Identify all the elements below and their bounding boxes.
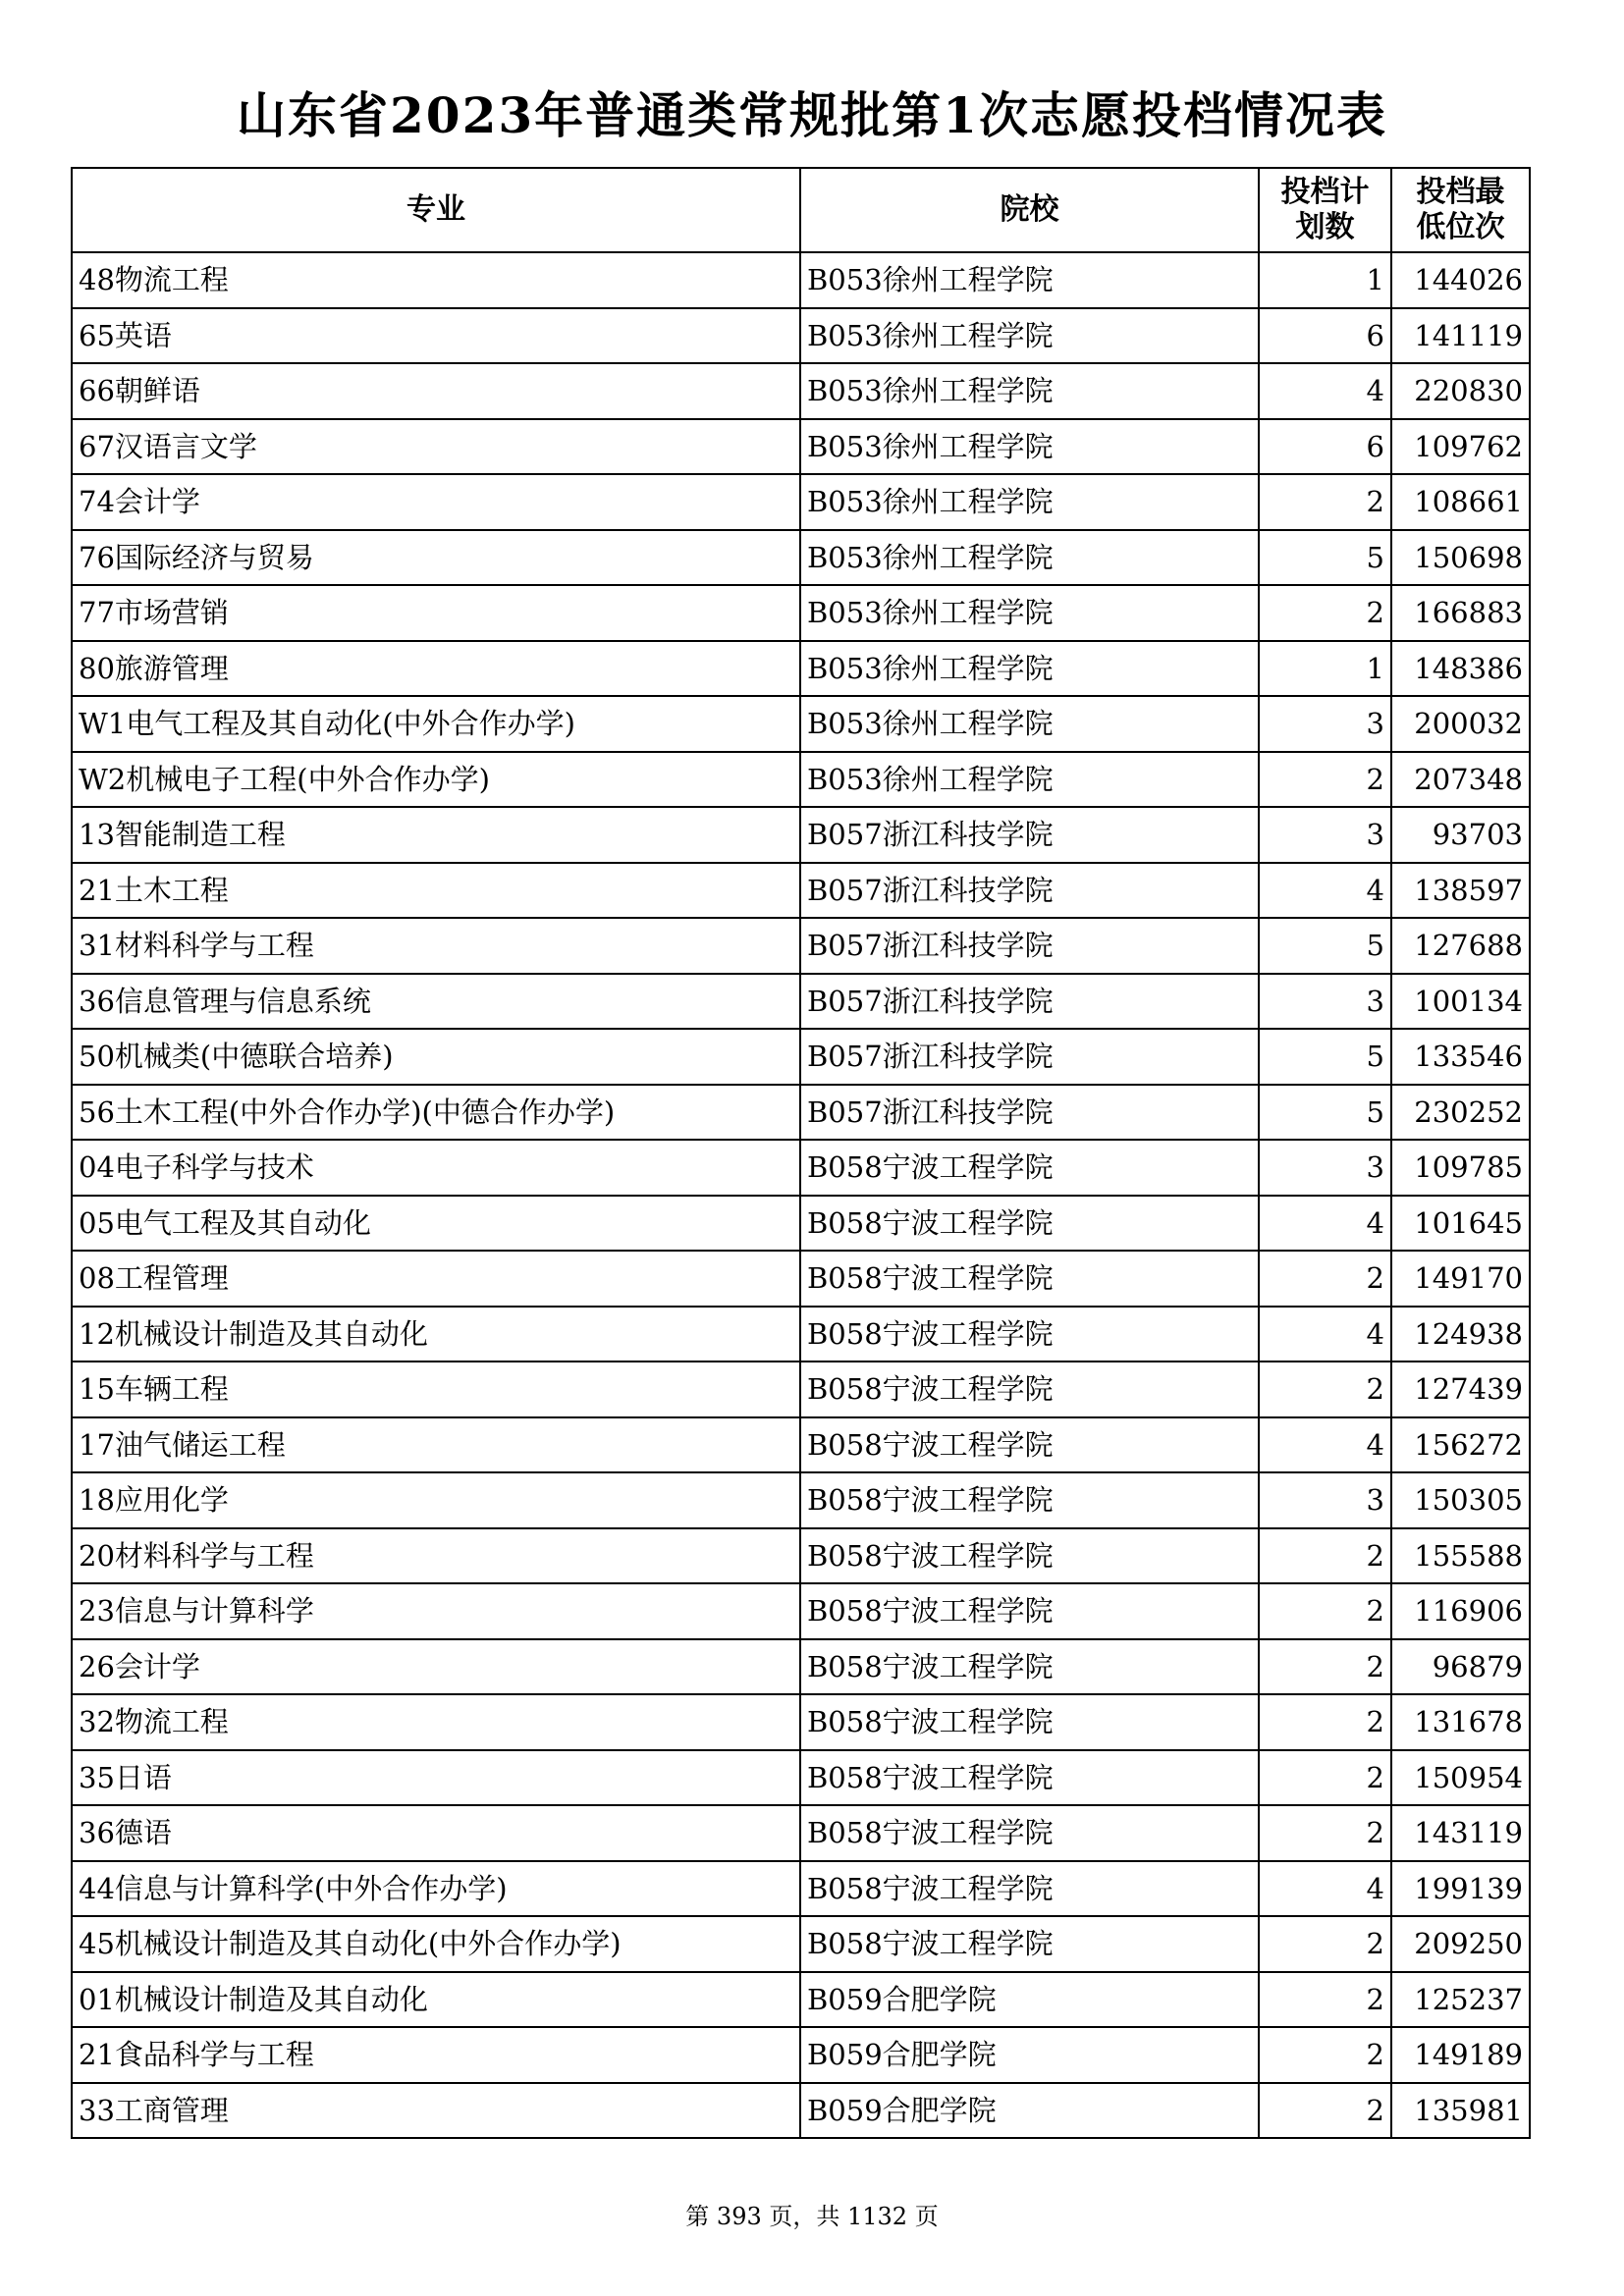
min-rank-cell: 207348 — [1391, 752, 1530, 808]
major-cell: 05电气工程及其自动化 — [72, 1196, 800, 1252]
page-footer: 第 393 页，共 1132 页 — [685, 2203, 939, 2230]
table-row — [72, 1251, 1530, 1307]
plan-count-cell: 3 — [1259, 696, 1391, 752]
school-cell: B059合肥学院 — [800, 2083, 1259, 2139]
major-cell: 32物流工程 — [72, 1694, 800, 1750]
school-cell: B053徐州工程学院 — [800, 696, 1259, 752]
min-rank-cell: 155588 — [1391, 1528, 1530, 1584]
school-cell: B058宁波工程学院 — [800, 1307, 1259, 1362]
table-row — [72, 1528, 1530, 1584]
major-cell: 48物流工程 — [72, 252, 800, 308]
table-row — [72, 918, 1530, 974]
school-cell: B058宁波工程学院 — [800, 1861, 1259, 1917]
plan-count-cell: 2 — [1259, 1639, 1391, 1695]
school-cell: B058宁波工程学院 — [800, 1805, 1259, 1861]
major-cell: 56土木工程(中外合作办学)(中德合作办学) — [72, 1085, 800, 1141]
table-row — [72, 752, 1530, 808]
min-rank-cell: 125237 — [1391, 1972, 1530, 2028]
header-rank-line1: 投档最 — [1416, 175, 1505, 209]
table-row — [72, 1140, 1530, 1196]
school-cell: B057浙江科技学院 — [800, 918, 1259, 974]
school-cell: B057浙江科技学院 — [800, 807, 1259, 863]
school-cell: B053徐州工程学院 — [800, 752, 1259, 808]
table-header-row — [72, 168, 1530, 252]
table-row — [72, 1861, 1530, 1917]
table-row — [72, 863, 1530, 919]
header-plan-line1: 投档计 — [1280, 175, 1370, 209]
major-cell: 08工程管理 — [72, 1251, 800, 1307]
major-cell: 36信息管理与信息系统 — [72, 974, 800, 1030]
min-rank-cell: 149189 — [1391, 2027, 1530, 2083]
min-rank-cell: 156272 — [1391, 1417, 1530, 1473]
table-row — [72, 2083, 1530, 2139]
min-rank-cell: 109762 — [1391, 419, 1530, 475]
school-cell: B058宁波工程学院 — [800, 1362, 1259, 1417]
table-row — [72, 585, 1530, 641]
header-plan — [1259, 168, 1391, 252]
header-rank — [1391, 168, 1530, 252]
plan-count-cell: 2 — [1259, 585, 1391, 641]
plan-count-cell: 4 — [1259, 1196, 1391, 1252]
school-cell: B058宁波工程学院 — [800, 1251, 1259, 1307]
plan-count-cell: 2 — [1259, 2027, 1391, 2083]
school-cell: B053徐州工程学院 — [800, 363, 1259, 419]
school-cell: B053徐州工程学院 — [800, 585, 1259, 641]
school-cell: B057浙江科技学院 — [800, 974, 1259, 1030]
min-rank-cell: 220830 — [1391, 363, 1530, 419]
school-cell: B057浙江科技学院 — [800, 1085, 1259, 1141]
min-rank-cell: 124938 — [1391, 1307, 1530, 1362]
table-row — [72, 1583, 1530, 1639]
min-rank-cell: 150954 — [1391, 1750, 1530, 1806]
plan-count-cell: 5 — [1259, 918, 1391, 974]
table-row — [72, 1029, 1530, 1085]
plan-count-cell: 2 — [1259, 1916, 1391, 1972]
table-row — [72, 1417, 1530, 1473]
plan-count-cell: 2 — [1259, 474, 1391, 530]
table-body — [72, 252, 1530, 2138]
table-row — [72, 530, 1530, 586]
plan-count-cell: 2 — [1259, 2083, 1391, 2139]
school-cell: B053徐州工程学院 — [800, 474, 1259, 530]
school-cell: B058宁波工程学院 — [800, 1140, 1259, 1196]
plan-count-cell: 2 — [1259, 1362, 1391, 1417]
major-cell: 45机械设计制造及其自动化(中外合作办学) — [72, 1916, 800, 1972]
school-cell: B058宁波工程学院 — [800, 1417, 1259, 1473]
major-cell: W2机械电子工程(中外合作办学) — [72, 752, 800, 808]
major-cell: 77市场营销 — [72, 585, 800, 641]
min-rank-cell: 209250 — [1391, 1916, 1530, 1972]
table-row — [72, 363, 1530, 419]
min-rank-cell: 149170 — [1391, 1251, 1530, 1307]
major-cell: 76国际经济与贸易 — [72, 530, 800, 586]
table-row — [72, 1694, 1530, 1750]
major-cell: 33工商管理 — [72, 2083, 800, 2139]
school-cell: B053徐州工程学院 — [800, 641, 1259, 697]
table-row — [72, 1972, 1530, 2028]
plan-count-cell: 1 — [1259, 252, 1391, 308]
major-cell: 35日语 — [72, 1750, 800, 1806]
major-cell: 12机械设计制造及其自动化 — [72, 1307, 800, 1362]
table-row — [72, 974, 1530, 1030]
table-row — [72, 1085, 1530, 1141]
min-rank-cell: 200032 — [1391, 696, 1530, 752]
min-rank-cell: 150698 — [1391, 530, 1530, 586]
header-major: 专业 — [72, 168, 800, 252]
major-cell: 17油气储运工程 — [72, 1417, 800, 1473]
school-cell: B058宁波工程学院 — [800, 1583, 1259, 1639]
table-row — [72, 1196, 1530, 1252]
school-cell: B057浙江科技学院 — [800, 1029, 1259, 1085]
min-rank-cell: 135981 — [1391, 2083, 1530, 2139]
table-row — [72, 1307, 1530, 1362]
plan-count-cell: 3 — [1259, 1472, 1391, 1528]
table-row — [72, 1805, 1530, 1861]
major-cell: 21土木工程 — [72, 863, 800, 919]
min-rank-cell: 116906 — [1391, 1583, 1530, 1639]
min-rank-cell: 166883 — [1391, 585, 1530, 641]
school-cell: B059合肥学院 — [800, 2027, 1259, 2083]
major-cell: 36德语 — [72, 1805, 800, 1861]
school-cell: B058宁波工程学院 — [800, 1916, 1259, 1972]
table-row — [72, 807, 1530, 863]
min-rank-cell: 230252 — [1391, 1085, 1530, 1141]
admission-table — [71, 167, 1531, 2139]
major-cell: 65英语 — [72, 308, 800, 364]
plan-count-cell: 4 — [1259, 1307, 1391, 1362]
plan-count-cell: 4 — [1259, 1861, 1391, 1917]
plan-count-cell: 2 — [1259, 1583, 1391, 1639]
plan-count-cell: 2 — [1259, 1750, 1391, 1806]
plan-count-cell: 2 — [1259, 1694, 1391, 1750]
table-row — [72, 308, 1530, 364]
school-cell: B057浙江科技学院 — [800, 863, 1259, 919]
min-rank-cell: 108661 — [1391, 474, 1530, 530]
table-row — [72, 1472, 1530, 1528]
major-cell: 23信息与计算科学 — [72, 1583, 800, 1639]
page-title: 山东省2023年普通类常规批第1次志愿投档情况表 — [237, 86, 1387, 144]
major-cell: 26会计学 — [72, 1639, 800, 1695]
table-row — [72, 1916, 1530, 1972]
header-school: 院校 — [800, 168, 1259, 252]
plan-count-cell: 2 — [1259, 1251, 1391, 1307]
table-row — [72, 1639, 1530, 1695]
major-cell: 80旅游管理 — [72, 641, 800, 697]
table-row — [72, 252, 1530, 308]
major-cell: 74会计学 — [72, 474, 800, 530]
min-rank-cell: 143119 — [1391, 1805, 1530, 1861]
min-rank-cell: 93703 — [1391, 807, 1530, 863]
min-rank-cell: 96879 — [1391, 1639, 1530, 1695]
plan-count-cell: 2 — [1259, 1805, 1391, 1861]
school-cell: B058宁波工程学院 — [800, 1694, 1259, 1750]
min-rank-cell: 109785 — [1391, 1140, 1530, 1196]
school-cell: B058宁波工程学院 — [800, 1750, 1259, 1806]
plan-count-cell: 4 — [1259, 1417, 1391, 1473]
major-cell: 66朝鲜语 — [72, 363, 800, 419]
school-cell: B053徐州工程学院 — [800, 419, 1259, 475]
plan-count-cell: 6 — [1259, 419, 1391, 475]
plan-count-cell: 6 — [1259, 308, 1391, 364]
plan-count-cell: 2 — [1259, 1528, 1391, 1584]
school-cell: B053徐州工程学院 — [800, 308, 1259, 364]
school-cell: B053徐州工程学院 — [800, 530, 1259, 586]
school-cell: B059合肥学院 — [800, 1972, 1259, 2028]
plan-count-cell: 3 — [1259, 974, 1391, 1030]
major-cell: 13智能制造工程 — [72, 807, 800, 863]
plan-count-cell: 5 — [1259, 1085, 1391, 1141]
plan-count-cell: 2 — [1259, 752, 1391, 808]
min-rank-cell: 138597 — [1391, 863, 1530, 919]
major-cell: 01机械设计制造及其自动化 — [72, 1972, 800, 2028]
min-rank-cell: 101645 — [1391, 1196, 1530, 1252]
table-row — [72, 2027, 1530, 2083]
min-rank-cell: 141119 — [1391, 308, 1530, 364]
min-rank-cell: 127439 — [1391, 1362, 1530, 1417]
school-cell: B053徐州工程学院 — [800, 252, 1259, 308]
school-cell: B058宁波工程学院 — [800, 1472, 1259, 1528]
header-rank-line2: 低位次 — [1416, 210, 1505, 244]
min-rank-cell: 131678 — [1391, 1694, 1530, 1750]
table-row — [72, 474, 1530, 530]
plan-count-cell: 1 — [1259, 641, 1391, 697]
major-cell: 20材料科学与工程 — [72, 1528, 800, 1584]
major-cell: W1电气工程及其自动化(中外合作办学) — [72, 696, 800, 752]
major-cell: 67汉语言文学 — [72, 419, 800, 475]
min-rank-cell: 133546 — [1391, 1029, 1530, 1085]
plan-count-cell: 3 — [1259, 1140, 1391, 1196]
major-cell: 04电子科学与技术 — [72, 1140, 800, 1196]
min-rank-cell: 127688 — [1391, 918, 1530, 974]
header-plan-line2: 划数 — [1295, 210, 1355, 244]
table-row — [72, 641, 1530, 697]
min-rank-cell: 199139 — [1391, 1861, 1530, 1917]
min-rank-cell: 100134 — [1391, 974, 1530, 1030]
major-cell: 50机械类(中德联合培养) — [72, 1029, 800, 1085]
major-cell: 21食品科学与工程 — [72, 2027, 800, 2083]
plan-count-cell: 4 — [1259, 863, 1391, 919]
major-cell: 18应用化学 — [72, 1472, 800, 1528]
school-cell: B058宁波工程学院 — [800, 1639, 1259, 1695]
major-cell: 15车辆工程 — [72, 1362, 800, 1417]
min-rank-cell: 144026 — [1391, 252, 1530, 308]
min-rank-cell: 150305 — [1391, 1472, 1530, 1528]
school-cell: B058宁波工程学院 — [800, 1196, 1259, 1252]
plan-count-cell: 3 — [1259, 807, 1391, 863]
major-cell: 31材料科学与工程 — [72, 918, 800, 974]
plan-count-cell: 5 — [1259, 530, 1391, 586]
school-cell: B058宁波工程学院 — [800, 1528, 1259, 1584]
major-cell: 44信息与计算科学(中外合作办学) — [72, 1861, 800, 1917]
plan-count-cell: 4 — [1259, 363, 1391, 419]
table-row — [72, 419, 1530, 475]
plan-count-cell: 2 — [1259, 1972, 1391, 2028]
plan-count-cell: 5 — [1259, 1029, 1391, 1085]
table-row — [72, 1750, 1530, 1806]
min-rank-cell: 148386 — [1391, 641, 1530, 697]
table-row — [72, 1362, 1530, 1417]
table-row — [72, 696, 1530, 752]
